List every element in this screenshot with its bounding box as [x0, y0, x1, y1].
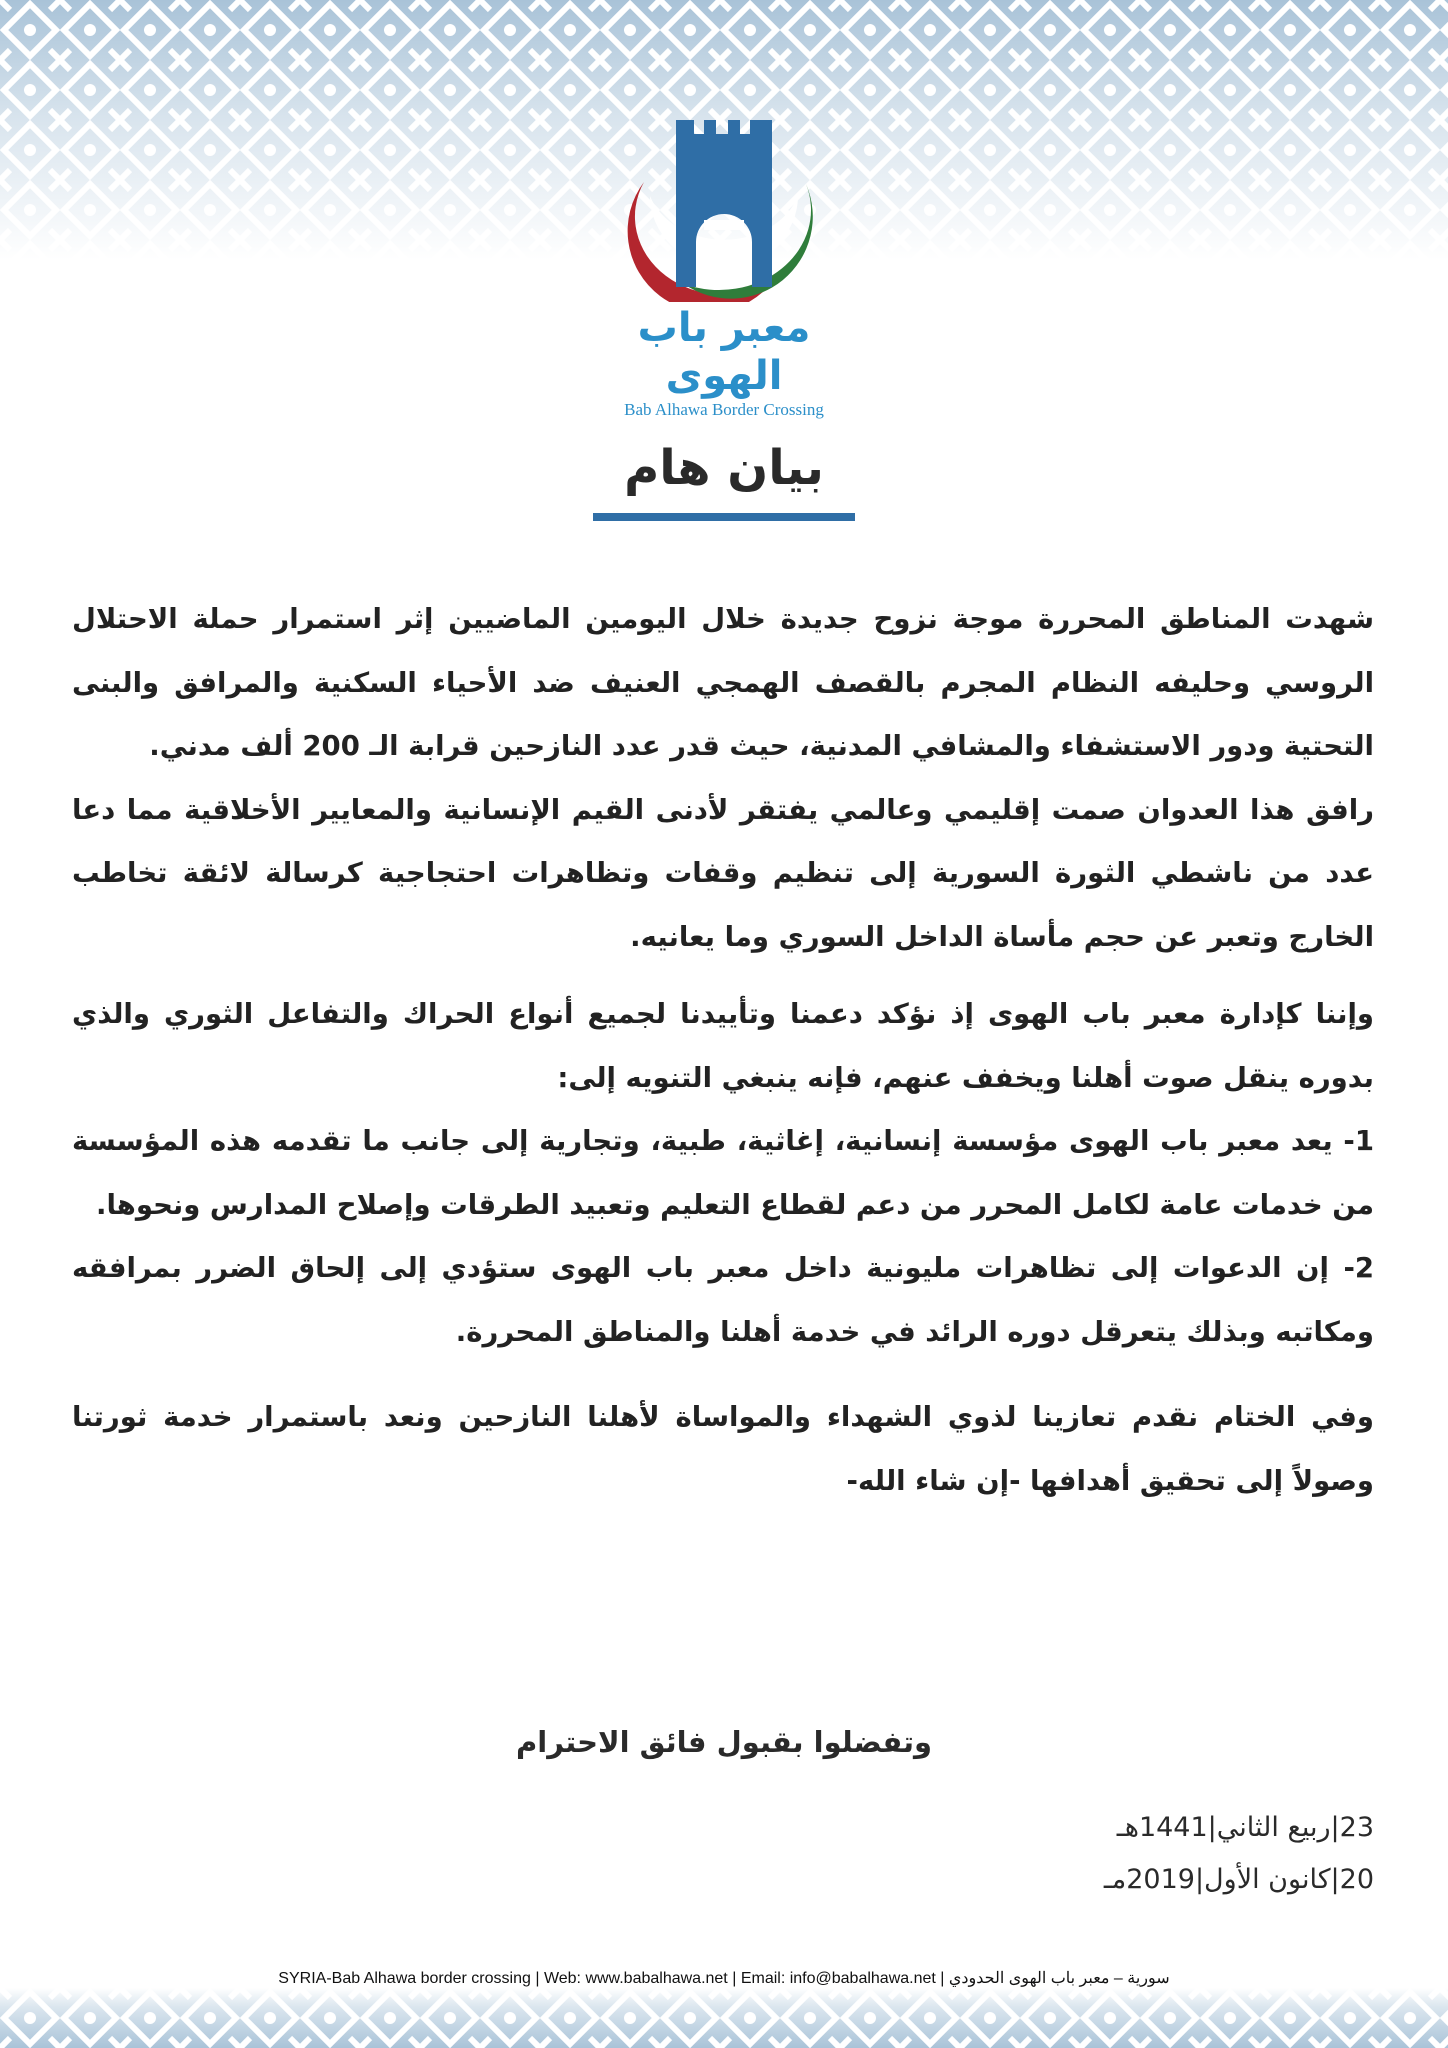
gate-tower-logo-icon	[624, 112, 824, 302]
brand-name-arabic: معبر باب الهوى	[637, 305, 811, 399]
closing-salutation: وتفضلوا بقبول فائق الاحترام	[516, 1725, 932, 1759]
date-gregorian: 20|كانون الأول|2019مـ	[1103, 1864, 1374, 1895]
date-hijri: 23|ربيع الثاني|1441هـ	[1116, 1812, 1374, 1843]
document-body	[72, 588, 1374, 1513]
pattern-fade-bottom	[0, 1988, 1448, 2048]
paragraph-point-1: 1- يعد معبر باب الهوى مؤسسة إنسانية، إغاثية، طبية، وتجارية إلى جانب ما تقدمه هذه المؤسسة من خدمات عامة لكامل المحرر من دعم لقطاع التعليم وتعبيد الطرقات وإصلاح المدارس ونحوها.	[72, 1125, 1374, 1221]
paragraph-silence: رافق هذا العدوان صمت إقليمي وعالمي يفتقر لأدنى القيم الإنسانية والمعايير الأخلاقية مما دعا عدد من ناشطي الثورة السورية إلى تنظيم وقفات وتظاهرات احتجاجية كرسالة لائقة تخاطب الخارج وتعبر عن حجم مأساة الداخل السوري وما يعانيه.	[72, 793, 1374, 953]
footer-email-link[interactable]: Email: info@babalhawa.net	[740, 1970, 936, 1987]
paragraph-point-2: 2- إن الدعوات إلى تظاهرات مليونية داخل معبر باب الهوى ستؤدي إلى إلحاق الضرر بمرافقه ومكاتبه وبذلك يتعرقل دوره الرائد في خدمة أهلنا والمناطق المحررة.	[72, 1252, 1374, 1348]
footer-web-link[interactable]: Web: www.babalhawa.net	[543, 1970, 728, 1987]
brand-name-english: Bab Alhawa Border Crossing	[624, 400, 824, 419]
document-title: بيان هام	[624, 440, 824, 496]
brand-logo	[574, 112, 874, 420]
footer-location: SYRIA-Bab Alhawa border crossing	[278, 1970, 531, 1987]
footer-contact: SYRIA-Bab Alhawa border crossing | Web: www.babalhawa.net | Email: info@babalhawa.net | سورية – معبر باب الهوى الحدودي	[278, 1970, 1170, 1987]
paragraph-support: وإننا كإدارة معبر باب الهوى إذ نؤكد دعمنا وتأييدنا لجميع أنواع الحراك والتفاعل الثوري والذي بدوره ينقل صوت أهلنا ويخفف عنهم، فإنه ينبغي التنويه إلى:	[72, 998, 1374, 1094]
paragraph-displacement: شهدت المناطق المحررة موجة نزوح جديدة خلال اليومين الماضيين إثر استمرار حملة الاحتلال الروسي وحليفه النظام المجرم بالقصف الهمجي العنيف ضد الأحياء السكنية والمرافق والبنى التحتية ودور الاستشفاء والمشافي المدنية، حيث قدر عدد النازحين قرابة الـ 200 ألف مدني.	[72, 603, 1374, 762]
title-underline	[593, 513, 855, 521]
footer-arabic-address: سورية – معبر باب الهوى الحدودي	[948, 1970, 1170, 1987]
paragraph-conclusion: وفي الختام نقدم تعازينا لذوي الشهداء والمواساة لأهلنا النازحين ونعد باستمرار خدمة ثورتنا وصولاً إلى تحقيق أهدافها -إن شاء الله-	[72, 1401, 1374, 1497]
